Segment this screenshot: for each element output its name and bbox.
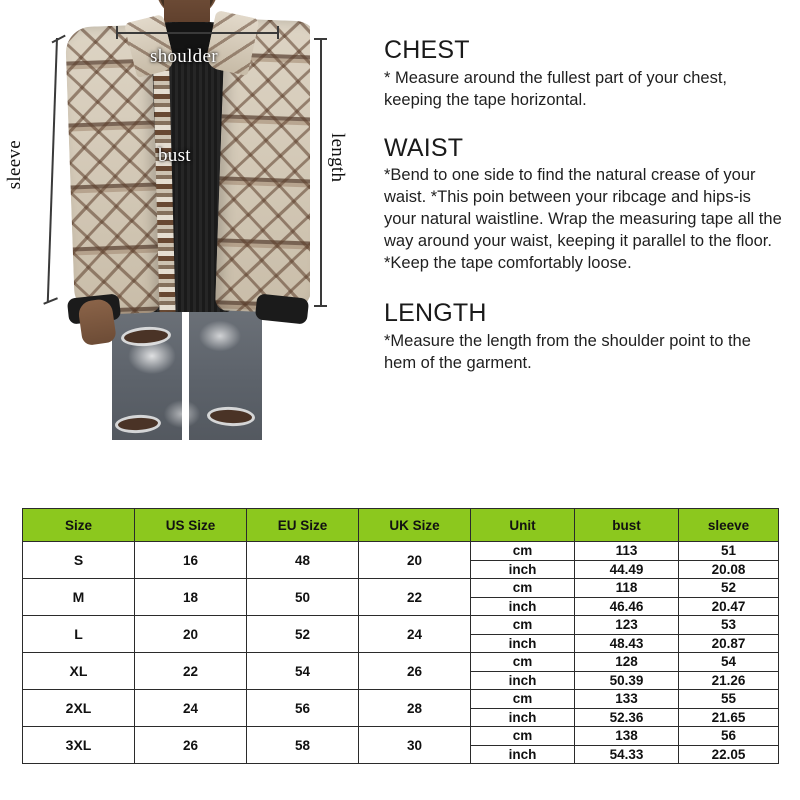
bust-cell: 133 — [575, 690, 679, 709]
instruction-section-waist — [384, 134, 784, 275]
unit-cell: inch — [471, 671, 575, 690]
table-row — [23, 690, 779, 709]
sleeve-cell: 54 — [679, 653, 779, 672]
table-row — [23, 653, 779, 672]
bust-cell: 44.49 — [575, 560, 679, 579]
sleeve-cell: 21.65 — [679, 708, 779, 727]
bust-cell: 46.46 — [575, 597, 679, 616]
chest-body: * Measure around the fullest part of your chest, keeping the tape horizontal. — [384, 68, 728, 109]
sleeve-cell: 56 — [679, 727, 779, 746]
size-cell: 2XL — [23, 690, 135, 727]
eu-size-cell: 54 — [247, 653, 359, 690]
table-row — [23, 579, 779, 598]
unit-cell: inch — [471, 634, 575, 653]
size-table-header-row — [23, 509, 779, 542]
sleeve-cell: 20.87 — [679, 634, 779, 653]
garment-measurement-diagram — [0, 0, 370, 460]
unit-cell: inch — [471, 708, 575, 727]
bust-cell: 50.39 — [575, 671, 679, 690]
instruction-section-length — [384, 299, 784, 375]
bust-label: bust — [158, 145, 191, 166]
unit-cell: cm — [471, 727, 575, 746]
shoulder-measure-tick-right — [277, 26, 279, 39]
length-measure-tick-top — [314, 38, 327, 40]
waist-body: *Bend to one side to find the natural crease of your waist. *This poin between your ribcage and hips-is your natural waistline. Wrap the measuring tape all the way around your waist, keeping it parallel to the floor. *Keep the tape comfortably loose. — [384, 166, 782, 273]
length-heading: LENGTH — [384, 299, 487, 328]
eu-size-cell: 52 — [247, 616, 359, 653]
shoulder-measure-line — [116, 32, 278, 34]
col-header-us-size: US Size — [135, 509, 247, 542]
instruction-section-chest — [384, 36, 784, 112]
eu-size-cell: 58 — [247, 727, 359, 764]
size-cell: 3XL — [23, 727, 135, 764]
sleeve-cell: 53 — [679, 616, 779, 635]
sleeve-cell: 22.05 — [679, 745, 779, 764]
eu-size-cell: 48 — [247, 542, 359, 579]
bust-cell: 54.33 — [575, 745, 679, 764]
unit-cell: inch — [471, 745, 575, 764]
uk-size-cell: 30 — [359, 727, 471, 764]
unit-cell: cm — [471, 542, 575, 561]
col-header-unit: Unit — [471, 509, 575, 542]
jacket-cuff-right — [255, 293, 309, 324]
shoulder-measure-tick-left — [116, 26, 118, 39]
size-cell: M — [23, 579, 135, 616]
sleeve-label: sleeve — [4, 140, 25, 190]
uk-size-cell: 24 — [359, 616, 471, 653]
us-size-cell: 20 — [135, 616, 247, 653]
sleeve-cell: 51 — [679, 542, 779, 561]
sleeve-cell: 52 — [679, 579, 779, 598]
measuring-instructions — [384, 36, 784, 389]
size-table — [22, 508, 779, 764]
bust-cell: 48.43 — [575, 634, 679, 653]
sleeve-cell: 20.08 — [679, 560, 779, 579]
eu-size-cell: 50 — [247, 579, 359, 616]
length-measure-tick-bottom — [314, 305, 327, 307]
shoulder-label: shoulder — [150, 46, 218, 67]
bust-cell: 138 — [575, 727, 679, 746]
col-header-bust: bust — [575, 509, 679, 542]
col-header-eu-size: EU Size — [247, 509, 359, 542]
table-row — [23, 727, 779, 746]
uk-size-cell: 22 — [359, 579, 471, 616]
size-table-container — [22, 508, 778, 764]
col-header-sleeve: sleeve — [679, 509, 779, 542]
length-label: length — [327, 133, 348, 183]
length-measure-line — [320, 38, 322, 306]
us-size-cell: 22 — [135, 653, 247, 690]
size-table-head — [23, 509, 779, 542]
us-size-cell: 16 — [135, 542, 247, 579]
bust-cell: 118 — [575, 579, 679, 598]
size-cell: S — [23, 542, 135, 579]
unit-cell: cm — [471, 579, 575, 598]
us-size-cell: 24 — [135, 690, 247, 727]
table-row — [23, 542, 779, 561]
table-row — [23, 616, 779, 635]
chest-heading: CHEST — [384, 36, 470, 64]
sleeve-cell: 20.47 — [679, 597, 779, 616]
jeans-leg-gap — [182, 300, 189, 440]
uk-size-cell: 26 — [359, 653, 471, 690]
size-cell: XL — [23, 653, 135, 690]
col-header-size: Size — [23, 509, 135, 542]
col-header-uk-size: UK Size — [359, 509, 471, 542]
unit-cell: cm — [471, 653, 575, 672]
unit-cell: inch — [471, 597, 575, 616]
us-size-cell: 18 — [135, 579, 247, 616]
sleeve-measure-tick-top — [52, 35, 66, 43]
uk-size-cell: 20 — [359, 542, 471, 579]
uk-size-cell: 28 — [359, 690, 471, 727]
sleeve-cell: 55 — [679, 690, 779, 709]
length-body: *Measure the length from the shoulder point to the hem of the garment. — [384, 331, 751, 372]
sleeve-measure-guide — [40, 36, 70, 304]
size-table-body — [23, 542, 779, 764]
bust-cell: 128 — [575, 653, 679, 672]
unit-cell: cm — [471, 690, 575, 709]
bust-cell: 52.36 — [575, 708, 679, 727]
bust-cell: 123 — [575, 616, 679, 635]
size-cell: L — [23, 616, 135, 653]
unit-cell: inch — [471, 560, 575, 579]
sleeve-cell: 21.26 — [679, 671, 779, 690]
sleeve-measure-line — [47, 38, 58, 302]
bust-cell: 113 — [575, 542, 679, 561]
unit-cell: cm — [471, 616, 575, 635]
sleeve-measure-tick-bottom — [43, 297, 57, 304]
waist-heading: WAIST — [384, 133, 464, 162]
eu-size-cell: 56 — [247, 690, 359, 727]
us-size-cell: 26 — [135, 727, 247, 764]
